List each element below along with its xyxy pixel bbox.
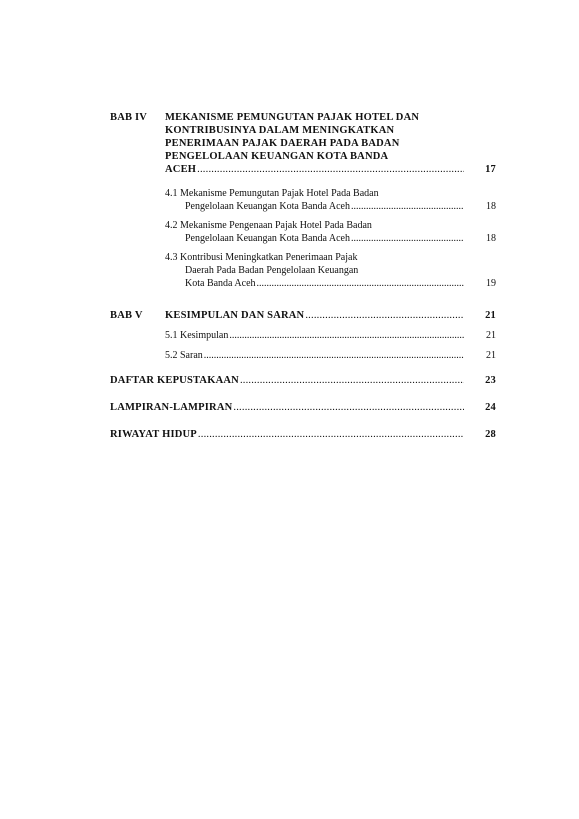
subentry-line: Pengelolaan Keuangan Kota Banda Aceh xyxy=(185,201,350,212)
subentry-body xyxy=(165,329,496,342)
subentry-line: 5.2 Saran xyxy=(165,350,203,361)
entry-body xyxy=(110,401,496,414)
dot-leader xyxy=(233,401,464,414)
chapter-title-line: KONTRIBUSINYA DALAM MENINGKATKAN xyxy=(165,125,395,136)
entry-leader xyxy=(110,428,496,441)
chapter-title xyxy=(165,111,496,176)
subentry-line: Daerah Pada Badan Pengelolaan Keuangan xyxy=(185,265,359,276)
subentry-line: 5.1 Kesimpulan xyxy=(165,330,229,341)
dot-leader xyxy=(351,232,464,245)
entry-title: RIWAYAT HIDUP xyxy=(110,429,197,440)
subentry-leader xyxy=(165,349,496,362)
page-number: 21 xyxy=(486,350,496,361)
dot-leader xyxy=(204,349,464,362)
entry-title: LAMPIRAN-LAMPIRAN xyxy=(110,402,233,413)
subentry-leader xyxy=(165,200,496,213)
chapter-title-line: ACEH xyxy=(165,164,197,175)
dot-leader xyxy=(198,428,464,441)
entry-leader xyxy=(110,401,496,414)
chapter-title-line: PENERIMAAN PAJAK DAERAH PADA BADAN xyxy=(165,138,400,149)
subentry-line: Kota Banda Aceh xyxy=(185,278,256,289)
page-number: 23 xyxy=(485,375,496,386)
page-number: 18 xyxy=(486,201,496,212)
chapter-title-line: KESIMPULAN DAN SARAN xyxy=(165,310,305,321)
chapter-title-line: PENGELOLAAN KEUANGAN KOTA BANDA xyxy=(165,151,389,162)
chapter-title-line: MEKANISME PEMUNGUTAN PAJAK HOTEL DAN xyxy=(165,112,420,123)
chapter-title-leader xyxy=(165,309,496,322)
dot-leader xyxy=(229,329,464,342)
entry-title: DAFTAR KEPUSTAKAAN xyxy=(110,375,239,386)
entry-body xyxy=(110,374,496,387)
page-number: 21 xyxy=(486,330,496,341)
page-number: 21 xyxy=(485,310,496,321)
subentry-line: Pengelolaan Keuangan Kota Banda Aceh xyxy=(185,233,350,244)
dot-leader xyxy=(240,374,464,387)
subentry-body xyxy=(165,187,496,213)
page-number: 28 xyxy=(485,429,496,440)
entry-body xyxy=(110,428,496,441)
dot-leader xyxy=(257,277,464,290)
chapter-label: BAB V xyxy=(110,310,143,321)
subentry-line: 4.1 Mekanisme Pemungutan Pajak Hotel Pada Badan xyxy=(165,188,379,199)
dot-leader xyxy=(305,309,464,322)
entry-leader xyxy=(110,374,496,387)
page-number: 17 xyxy=(485,164,496,175)
chapter-title-leader xyxy=(165,163,496,176)
page-number: 24 xyxy=(485,402,496,413)
dot-leader xyxy=(197,163,464,176)
subentry-leader xyxy=(165,329,496,342)
dot-leader xyxy=(351,200,464,213)
subentry-line: 4.2 Mekanisme Pengenaan Pajak Hotel Pada Badan xyxy=(165,220,372,231)
chapter-title xyxy=(165,309,496,322)
subentry-leader xyxy=(165,277,496,290)
subentry-leader xyxy=(165,232,496,245)
subentry-body xyxy=(165,251,496,290)
subentry-body xyxy=(165,349,496,362)
chapter-label: BAB IV xyxy=(110,112,148,123)
page-number: 18 xyxy=(486,233,496,244)
subentry-line: 4.3 Kontribusi Meningkatkan Penerimaan Pajak xyxy=(165,252,358,263)
subentry-body xyxy=(165,219,496,245)
page-number: 19 xyxy=(486,278,496,289)
